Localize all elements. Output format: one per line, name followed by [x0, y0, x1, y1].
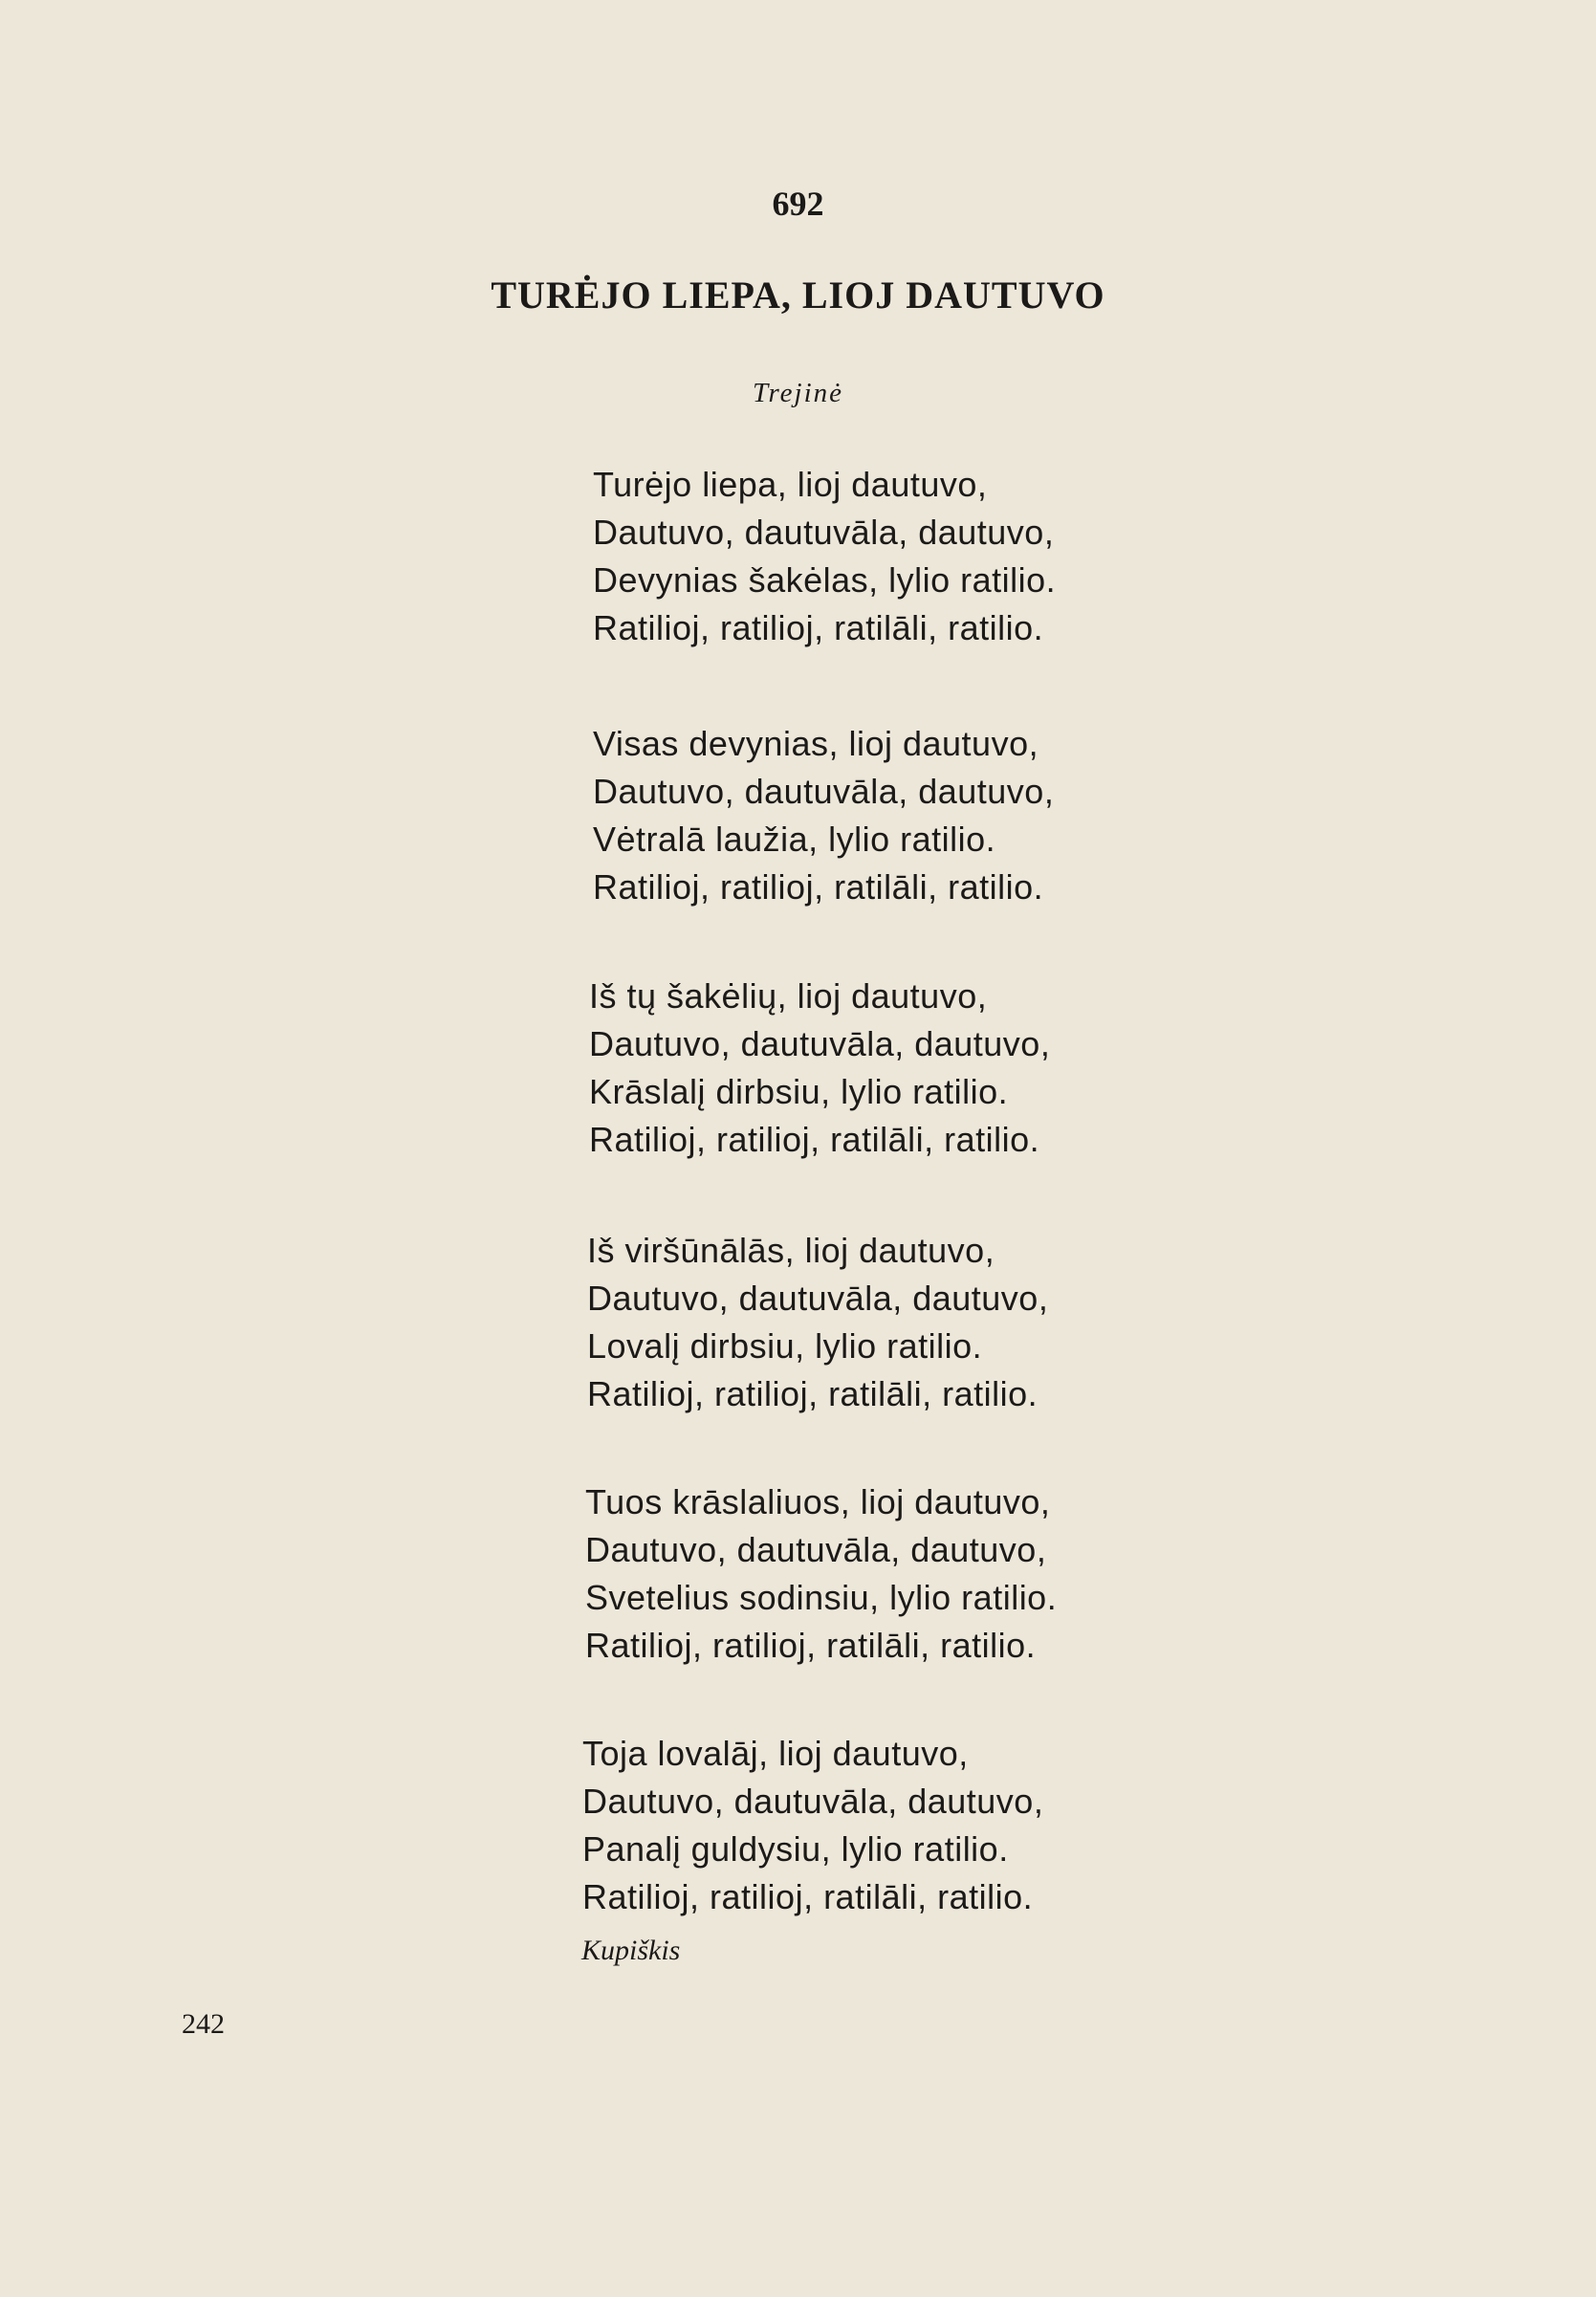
stanza-line: Ratilioj, ratilioj, ratilāli, ratilio.: [582, 1877, 1034, 1916]
stanza-line: Devynias šakėlas, lylio ratilio.: [593, 560, 1057, 600]
song-number: 692: [772, 185, 824, 223]
stanza-line: Dautuvo, dautuvāla, dautuvo,: [582, 1782, 1044, 1821]
stanza-line: Dautuvo, dautuvāla, dautuvo,: [593, 772, 1055, 811]
stanza-line: Ratilioj, ratilioj, ratilāli, ratilio.: [589, 1120, 1040, 1159]
stanza-line: Dautuvo, dautuvāla, dautuvo,: [589, 1024, 1051, 1063]
stanza-line: Svetelius sodinsiu, lylio ratilio.: [585, 1578, 1058, 1617]
stanza-1: [593, 461, 1056, 652]
stanza-line: Dautuvo, dautuvāla, dautuvo,: [587, 1279, 1049, 1318]
stanza-line: Panalį guldysiu, lylio ratilio.: [582, 1829, 1009, 1869]
song-subtitle: Trejinė: [752, 378, 844, 408]
stanza-line: Ratilioj, ratilioj, ratilāli, ratilio.: [593, 867, 1044, 907]
song-title: TURĖJO LIEPA, LIOJ DAUTUVO: [491, 273, 1105, 317]
stanza-line: Ratilioj, ratilioj, ratilāli, ratilio.: [587, 1374, 1038, 1413]
stanza-2: [593, 720, 1054, 911]
stanza-line: Vėtralā laužia, lylio ratilio.: [593, 820, 996, 859]
page-number: 242: [182, 2008, 225, 2040]
stanza-line: Iš viršūnālās, lioj dautuvo,: [587, 1231, 995, 1270]
place-of-record: Kupiškis: [581, 1935, 681, 1966]
stanza-line: Tuos krāslaliuos, lioj dautuvo,: [585, 1482, 1051, 1521]
stanza-line: Dautuvo, dautuvāla, dautuvo,: [593, 513, 1055, 552]
stanza-line: Iš tų šakėlių, lioj dautuvo,: [589, 976, 988, 1016]
stanza-line: Dautuvo, dautuvāla, dautuvo,: [585, 1530, 1047, 1569]
stanza-5: [585, 1478, 1057, 1670]
stanza-line: Ratilioj, ratilioj, ratilāli, ratilio.: [593, 608, 1044, 647]
stanza-4: [587, 1227, 1048, 1418]
stanza-3: [589, 973, 1050, 1164]
stanza-6: [582, 1730, 1043, 1921]
stanza-line: Ratilioj, ratilioj, ratilāli, ratilio.: [585, 1626, 1037, 1665]
stanza-line: Turėjo liepa, lioj dautuvo,: [593, 465, 988, 504]
stanza-line: Toja lovalāj, lioj dautuvo,: [582, 1734, 969, 1773]
stanza-line: Visas devynias, lioj dautuvo,: [593, 724, 1039, 763]
stanza-line: Lovalį dirbsiu, lylio ratilio.: [587, 1326, 983, 1366]
stanza-line: Krāslalį dirbsiu, lylio ratilio.: [589, 1072, 1009, 1111]
